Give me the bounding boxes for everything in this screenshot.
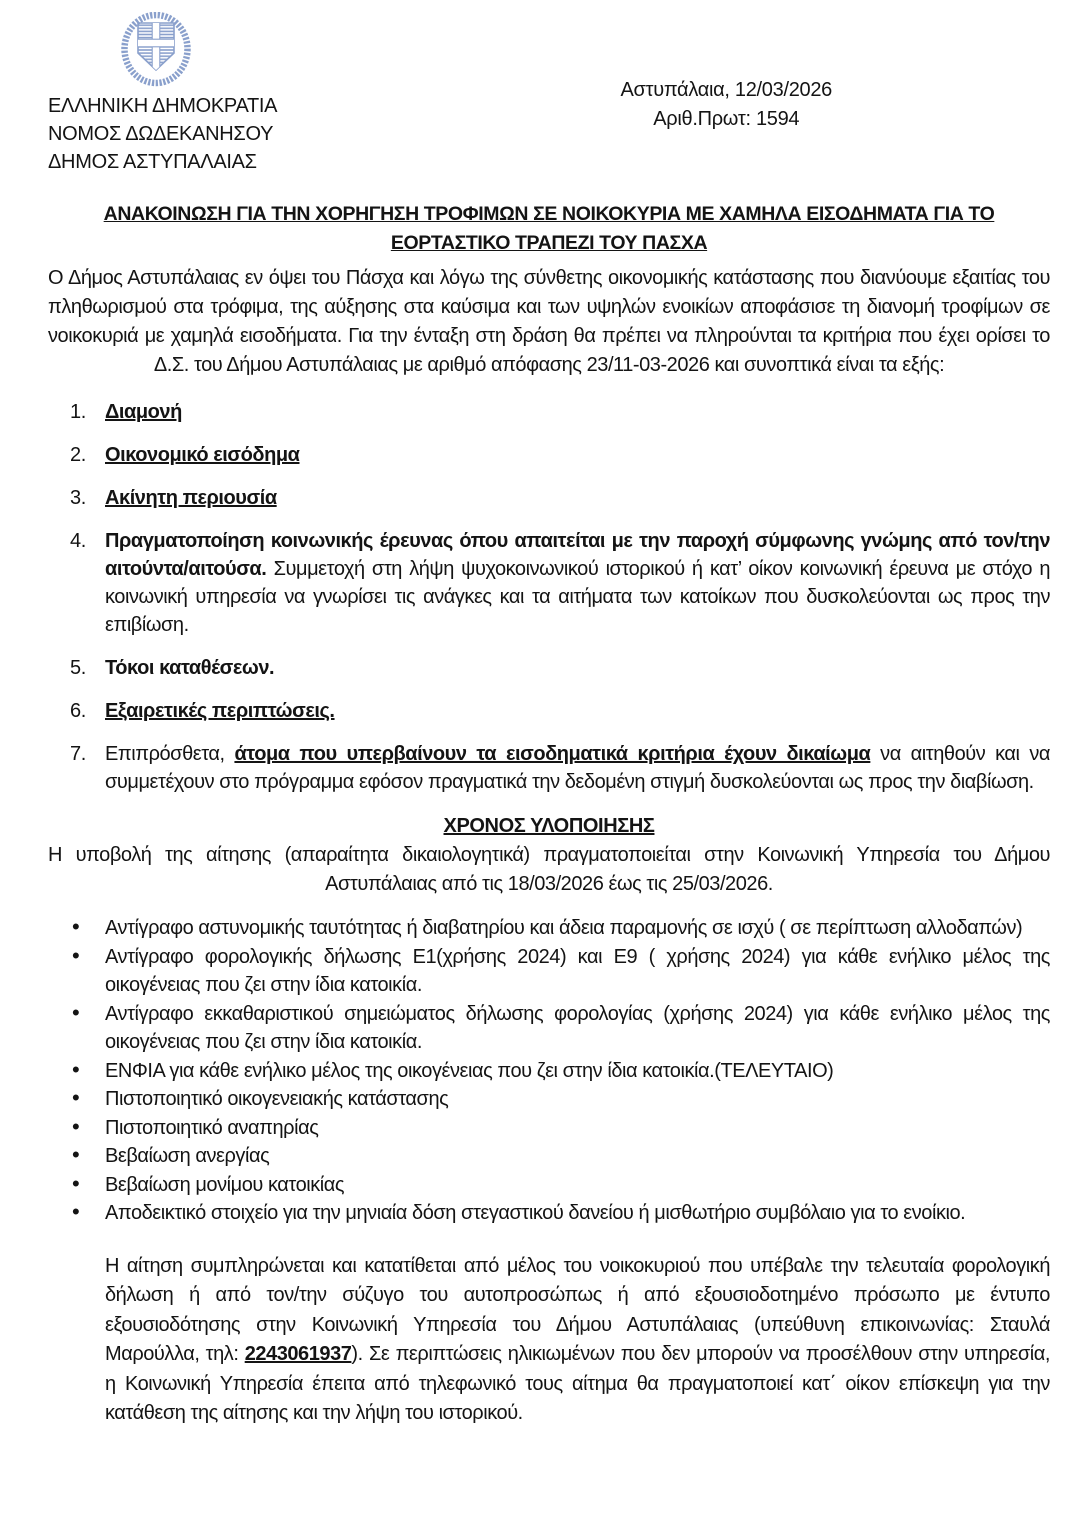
criteria-list	[48, 398, 1050, 796]
criteria-item: Τόκοι καταθέσεων.	[105, 657, 275, 679]
greek-coat-of-arms-icon	[112, 12, 200, 88]
agency-line-republic: ΕΛΛΗΝΙΚΗ ΔΗΜΟΚΡΑΤΙΑ	[48, 95, 278, 117]
letterhead-left	[48, 10, 348, 176]
criteria-item: Επιπρόσθετα, άτομα που υπερβαίνουν τα εισοδηματικά κριτήρια έχουν δικαίωμα να αιτηθούν και να συμμετέχουν στο πρόγραμμα εφόσον πραγματικά την δεδομένη στιγμή δυσκολεύονται ως προς την διαβίωση.	[105, 743, 1051, 793]
closing-paragraph: Η αίτηση συμπληρώνεται και κατατίθεται από μέλος του νοικοκυριού που υπέβαλε την τελευταία φορολογική δήλωση ή από τον/την σύζυγο του αυτοπροσώπως ή από εξουσιοδοτημένο πρόσωπο με έντυπο εξουσιοδότησης στην Κοινωνική Υπηρεσία του Δήμου Αστυπάλαιας (υπεύθυνη επικοινωνίας: Σταυλά Μαρούλλα, τηλ: 2243061937). Σε περιπτώσεις ηλικιωμένων που δεν μπορούν να προσέλθουν στην υπηρεσία, η Κοινωνική Υπηρεσία έπειτα από τηλεφωνικό τους αίτημα θα πραγματοποιεί κατ΄ οίκον επίσκεψη για την κατάθεση της αίτησης και την λήψη του ιστορικού.	[105, 1254, 1051, 1424]
document-item: • Βεβαίωση μονίμου κατοικίας	[48, 1171, 1050, 1200]
intro-paragraph: Ο Δήμος Αστυπάλαιας εν όψει του Πάσχα και λόγω της σύνθετης οικονομικής κατάστασης που διανύουμε εξαιτίας του πληθωρισμού στα τρόφιμα, της αύξησης στα καύσιμα και των υψηλών ενοικίων αποφάσισε τη διανομή τροφίμων σε νοικοκυριά με χαμηλά εισοδήματα. Για την ένταξη στη δράση θα πρέπει να πληρούνται τα κριτήρια που έχει ορίσει το Δ.Σ. του Δήμου Αστυπάλαιας με αριθμό απόφασης 23/11-03-2026 και συνοπτικά είναι τα εξής:	[48, 267, 1050, 376]
place-and-date: Αστυπάλαια, 12/03/2026	[620, 79, 832, 101]
criteria-item: Πραγματοποίηση κοινωνικής έρευνας όπου απαιτείται με την παροχή σύμφωνης γνώμης από τον/την αιτούντα/αιτούσα. Συμμετοχή στη λήψη ψυχοκοινωνικού ιστορικού ή κατ’ οίκον κοινωνική έρευνα με στόχο η κοινωνική υπηρεσία να γνωρίσει τις ανάγκες και τα αιτήματα των κατοίκων που δυσκολεύονται ως προς την επιβίωση.	[105, 530, 1050, 636]
schedule-heading	[48, 812, 1050, 841]
document-item: • Αντίγραφο εκκαθαριστικού σημειώματος δήλωσης φορολογίας (χρήσης 2024) για κάθε ενήλικο μέλος της οικογένειας που ζει στην ίδια κατοικία.	[48, 1000, 1050, 1057]
document-item: • ΕΝΦΙΑ για κάθε ενήλικο μέλος της οικογένειας που ζει στην ίδια κατοικία.(ΤΕΛΕΥΤΑΙΟ)	[48, 1057, 1050, 1086]
document-item: • Πιστοποιητικό οικογενειακής κατάστασης	[48, 1085, 1050, 1114]
letterhead-right	[621, 76, 832, 134]
document-item: • Βεβαίωση ανεργίας	[48, 1142, 1050, 1171]
criteria-item: Οικονομικό εισόδημα	[105, 444, 300, 466]
documents-list	[48, 914, 1050, 1228]
document-item: • Πιστοποιητικό αναπηρίας	[48, 1114, 1050, 1143]
criteria-item: Ακίνητη περιουσία	[105, 487, 277, 509]
document-item: • Αντίγραφο αστυνομικής ταυτότητας ή διαβατηρίου και άδεια παραμονής σε ισχύ ( σε περίπτωση αλλοδαπών)	[48, 914, 1050, 943]
schedule-paragraph: Η υποβολή της αίτησης (απαραίτητα δικαιολογητικά) πραγματοποιείται στην Κοινωνική Υπηρεσία του Δήμου Αστυπάλαιας από τις 18/03/2026 έως τις 25/03/2026.	[48, 844, 1050, 895]
document-item: • Αποδεικτικό στοιχείο για την μηνιαία δόση στεγαστικού δανείου ή μισθωτήριο συμβόλαιο για το ενοίκιο.	[48, 1199, 1050, 1228]
criteria-item: Διαμονή	[105, 401, 182, 423]
agency-line-prefecture: ΝΟΜΟΣ ΔΩΔΕΚΑΝΗΣΟΥ	[48, 123, 274, 145]
announcement-title	[48, 200, 1050, 258]
agency-line-municipality: ΔΗΜΟΣ ΑΣΤΥΠΑΛΑΙΑΣ	[48, 151, 257, 173]
agency-block	[48, 92, 348, 176]
document-item: • Αντίγραφο φορολογικής δήλωσης Ε1(χρήσης 2024) και Ε9 ( χρήσης 2024) για κάθε ενήλικο μέλος της οικογένειας που ζει στην ίδια κατοικία.	[48, 943, 1050, 1000]
schedule-heading-text: ΧΡΟΝΟΣ ΥΛΟΠΟΙΗΣΗΣ	[443, 815, 655, 837]
letterhead	[48, 10, 1050, 176]
announcement-title-text: ΑΝΑΚΟΙΝΩΣΗ ΓΙΑ ΤΗΝ ΧΟΡΗΓΗΣΗ ΤΡΟΦΙΜΩΝ ΣΕ ΝΟΙΚΟΚΥΡΙΑ ΜΕ ΧΑΜΗΛΑ ΕΙΣΟΔΗΜΑΤΑ ΓΙΑ ΤΟ ΕΟΡΤΑΣΤΙΚΟ ΤΡΑΠΕΖΙ ΤΟΥ ΠΑΣΧΑ	[103, 203, 995, 254]
protocol-number: Αριθ.Πρωτ: 1594	[653, 108, 800, 130]
criteria-item: Εξαιρετικές περιπτώσεις.	[105, 700, 335, 722]
